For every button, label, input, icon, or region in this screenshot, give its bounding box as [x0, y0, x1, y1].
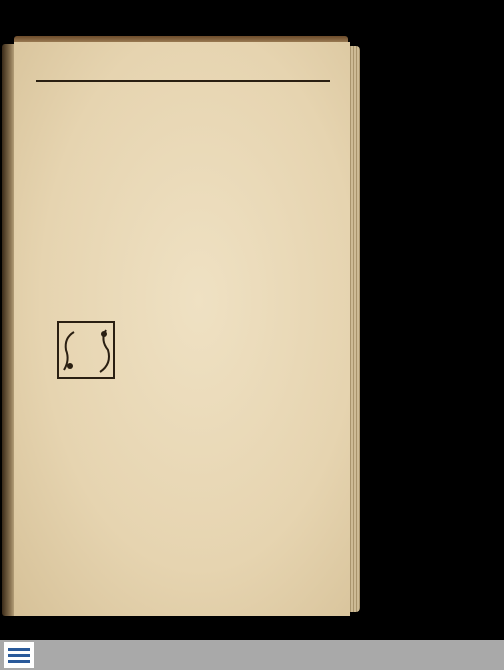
library-logo-icon[interactable]: [4, 642, 34, 668]
decorated-initial-icon: [56, 320, 116, 380]
viewer-footer: [0, 640, 504, 670]
book: [2, 36, 360, 618]
book-page: [14, 42, 350, 616]
header-rule: [36, 80, 330, 82]
